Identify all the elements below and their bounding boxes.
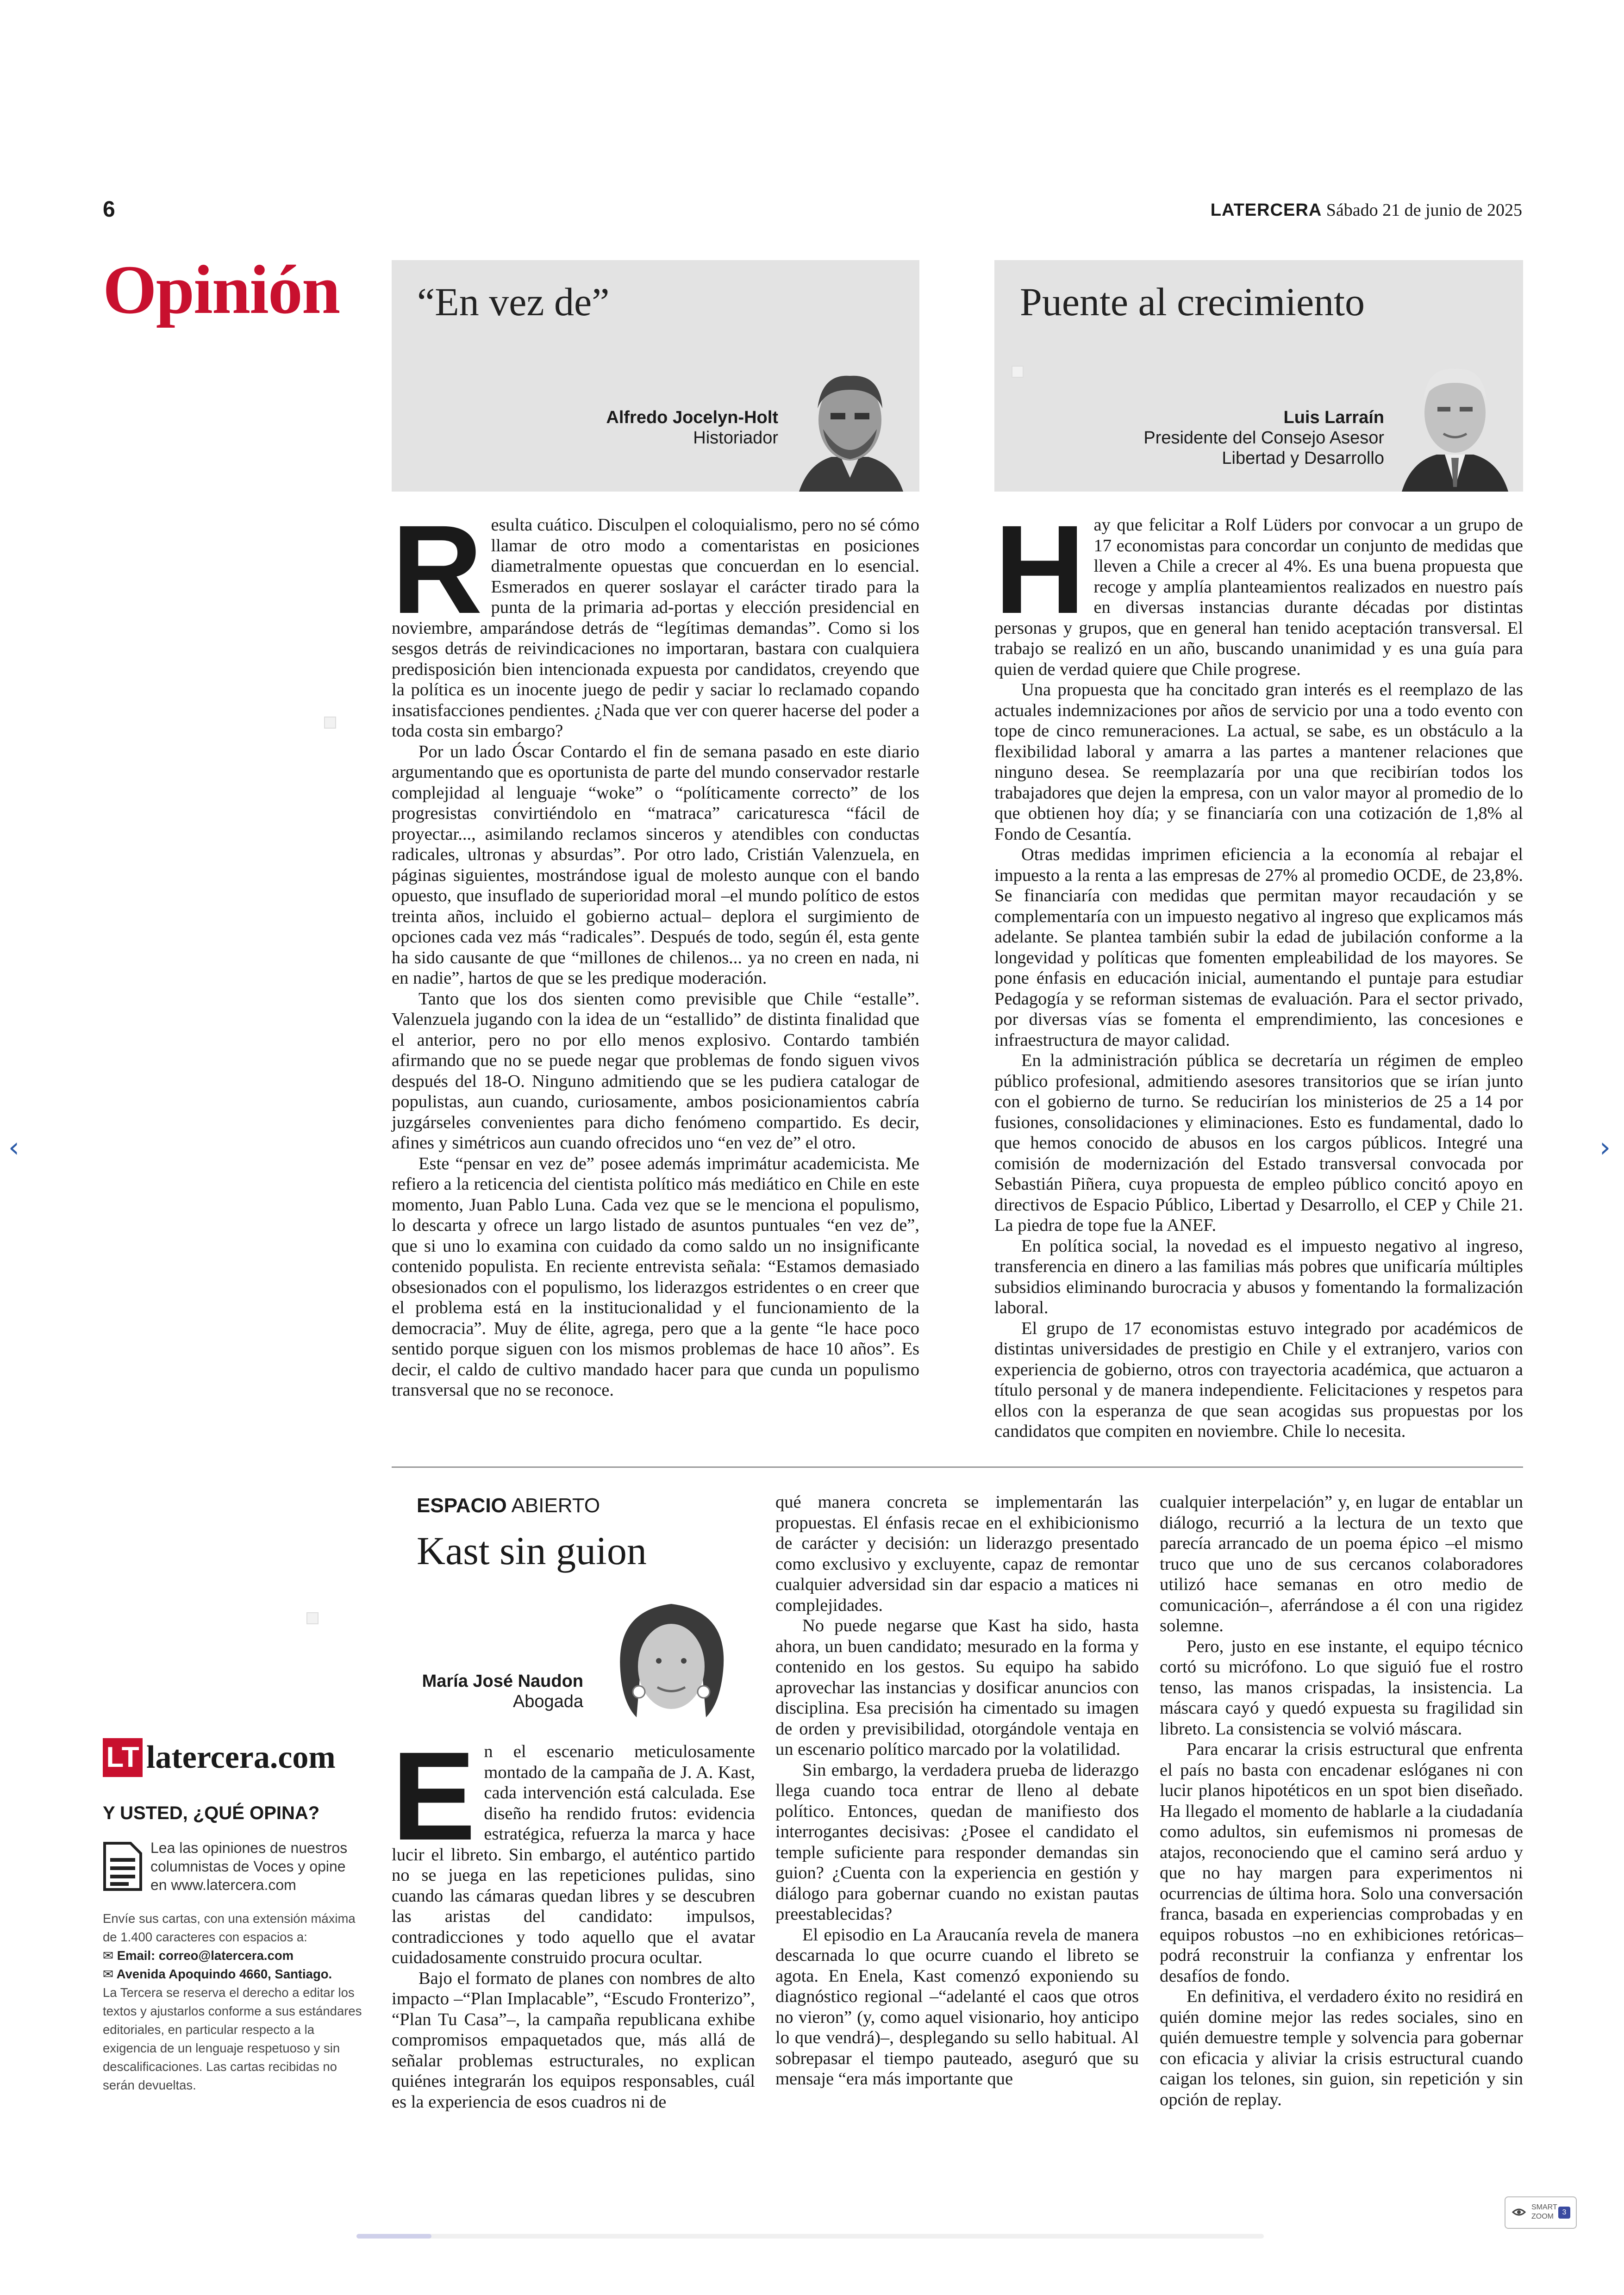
letters-address: Avenida Apoquindo 4660, Santiago.	[116, 1967, 332, 1981]
paragraph: El grupo de 17 economistas estuvo integrado por académicos de distintas universidades de prestigio en Chile y el extranjero, varios con experiencia de gobierno, otros con trayectoria académica, que actuaron a título personal y de manera independiente. Felicitaciones y respetos para ellos con la esperanza de que sean acogidas sus propuestas por los candidatos que compiten en noviembre. Chile lo necesita.	[994, 1318, 1523, 1441]
mail-icon: ✉	[103, 1948, 117, 1963]
left-author-role: Historiador	[693, 428, 778, 448]
chevron-right-icon[interactable]: ›	[1599, 1131, 1611, 1164]
paragraph: Otras medidas imprimen eficiencia a la economía al rebajar el impuesto a la renta a las empresas de 27% al promedio OCDE, de 23,8%. Se financiaría con medidas que permitan mayor recaudación y se complementaría con un impuesto negativo al ingreso que explicamos más adelante. Se plantea también subir la edad de jubilación conforme a la longevidad y políticas que fomenten empleabilidad de los mayores. Se pone énfasis en educación inicial, aumentando el puntaje para estudiar Pedagogía y se reforman sistemas de evaluación. Para el sector privado, por diversas vías se fomenta el emprendimiento, las concesiones e infraestructura de mayor calidad.	[994, 845, 1523, 1050]
document-icon	[103, 1841, 143, 1891]
latercera-logo[interactable]	[103, 1738, 336, 1777]
paragraph: En política social, la novedad es el impuesto negativo al ingreso, transferencia en dinero a las familias más pobres que unificaría múltiples subsidios eliminando burocracia y abusos y fomentando la formalización laboral.	[994, 1236, 1523, 1317]
section-divider	[392, 1466, 1523, 1468]
opinion-invite: Lea las opiniones de nuestros columnistas de Voces y opine en www.latercera.com	[150, 1840, 348, 1893]
ea-author-role: Abogada	[512, 1692, 583, 1711]
ea-column-3	[1160, 1492, 1523, 2110]
letters-email[interactable]: Email: correo@latercera.com	[117, 1948, 294, 1963]
right-column-header	[994, 260, 1523, 492]
paragraph: Por un lado Óscar Contardo el fin de semana pasado en este diario argumentando que es oportunista de parte del mundo conservador restarle complejidad al lenguaje “woke” o “políticamente correcto” de los progresistas convirtiéndolo en “matraca” caricaturesca “fácil de proyectar..., asimilando reclamos sinceros y atendibles con conductas radicales, ultronas y absurdas”. Por otro lado, Cristián Valenzuela, en páginas siguientes, mostrándose igual de molesto aunque con el bando opuesto, que insuflado de superioridad moral –el mundo político de estos treinta años, incluido el gobierno actual– deplora el surgimiento de opciones cada vez más “radicales”. Después de todo, según él, esta gente ha sido causante de que “millones de chilenos... ya no creen en nada, ni en nadie”, hartos de que se les predique moderación.	[392, 742, 919, 988]
paragraph: qué manera concreta se implementarán las propuestas. El énfasis recae en el exhibicionismo de carácter y decisión: un liderazgo presentado como exclusivo y excluyente, capaz de remontar cualquier adversidad sin dar espacio a matices ni complejidades.	[775, 1492, 1139, 1615]
lt-badge: LT	[103, 1738, 143, 1777]
paragraph: Sin embargo, la verdadera prueba de liderazgo llega cuando toca entrar de lleno al debate político. Entonces, quedan de manifiesto dos interrogantes decisivas: ¿Posee el candidato el temple suficiente para responder demandas sin guion? ¿Cuenta con la experiencia en gestión y diálogo para gobernar cuando no existan pautas preestablecidas?	[775, 1760, 1139, 1924]
ea-author-name: María José Naudon	[422, 1671, 583, 1691]
section-title: Opinión	[103, 251, 340, 328]
right-author-block	[1143, 407, 1384, 468]
left-author-name: Alfredo Jocelyn-Holt	[606, 408, 778, 427]
right-article-title: Puente al crecimiento	[1020, 280, 1365, 324]
paragraph: Para encarar la crisis estructural que enfrenta el país no basta con encadenar eslóganes ni con lucir planos hipotéticos en un spot bien diseñado. Ha llegado el momento de hablarle a la ciudadanía como adultos, sin eufemismos ni promesas de atajos, reconociendo que el camino será arduo y que no hay margen para experimentos ni ocurrencias de última hora. Solo una conversación franca, basada en experiencias comprobadas y en equipos robustos –no en exhibiciones retóricas– podrá reconstruir la confianza y enfrentar los desafíos de fondo.	[1160, 1740, 1523, 1986]
mailbox-icon: ✉	[103, 1967, 117, 1981]
left-article-title: “En vez de”	[417, 280, 610, 324]
ea-column-1	[392, 1726, 755, 2112]
paragraph: No puede negarse que Kast ha sido, hasta ahora, un buen candidato; mesurado en la forma y contenido en los gestos. Su equipo ha sabido aprovechar las instancias y dosificar anuncios con disciplina. Esa precisión ha cimentado su imagen de orden y previsibilidad, otorgándole ventaja en un escenario político marcado por la volatilidad.	[775, 1616, 1139, 1759]
smart-zoom-line-2: ZOOM	[1531, 2213, 1554, 2220]
paragraph: En la administración pública se decretaría un régimen de empleo público profesional, admitiendo asesores transitorios que se irían junto con el gobierno de turno. Se reducirían los ministerios de 25 a 14 por fusiones, consolidaciones y eliminaciones. Esto es fundamental, dado lo que hemos conocido de abusos en los cargos públicos. Integré una comisión de modernización del Estado transversal convocada por Sebastián Piñera, cuya propuesta de empleo público concitó apoyo en directivos de Espacio Público, Libertad y Desarrollo, el CEP y Chile 21. La piedra de tope fue la ANEF.	[994, 1051, 1523, 1235]
author-portrait-larrain	[1395, 355, 1515, 492]
image-placeholder-marker	[324, 717, 336, 729]
left-author-block	[606, 407, 778, 448]
letters-info	[103, 1909, 364, 2095]
ea-dropcap: E	[392, 1726, 476, 1866]
paragraph: En definitiva, el verdadero éxito no residirá en quién domine mejor las redes sociales, sino en quién demuestre temple y solvencia para gobernar con eficacia y aliviar la crisis estructural cuando caigan los telones, sin guion, sin repetición y sin opción de replay.	[1160, 1987, 1523, 2109]
letters-intro: Envíe sus cartas, con una extensión máxima de 1.400 caracteres con espacios a:	[103, 1911, 356, 1944]
eye-icon	[1512, 2208, 1526, 2217]
smart-zoom-button[interactable]	[1505, 2196, 1577, 2229]
smart-zoom-line-1: SMART	[1531, 2203, 1557, 2211]
ea-column-2	[775, 1492, 1139, 2089]
right-author-role-1: Presidente del Consejo Asesor	[1143, 428, 1384, 448]
right-author-name: Luis Larraín	[1283, 408, 1384, 427]
image-placeholder-marker	[306, 1612, 319, 1624]
paragraph: n el escenario meticulosamente montado de la campaña de J. A. Kast, cada intervención está calculada. Ese diseño ha rendido frutos: evidencia estratégica, refuerza la marca y hace lucir el libreto. Sin embargo, el auténtico partido no se juega en las repeticiones pulidas, sino cuando las cámaras quedan libres y se descubren las aristas del candidato: impulsos, contradicciones y todo aquello que el avatar cuidadosamente construido procura ocultar.	[392, 1742, 755, 1967]
page-number: 6	[103, 197, 115, 222]
author-portrait-jocelyn-holt	[790, 364, 910, 492]
chevron-left-icon[interactable]: ‹	[8, 1131, 19, 1164]
left-column-header	[392, 260, 919, 492]
kicker-bold: ESPACIO	[417, 1494, 507, 1517]
logo-domain: latercera.com	[146, 1740, 336, 1775]
paragraph: ay que felicitar a Rolf Lüders por convocar a un grupo de 17 economistas para concordar un conjunto de medidas que lleven a Chile a crecer al 4%. Es una buena propuesta que recoge y amplía planteamientos realizados en nuestro país en diversas instancias durante décadas por distintas personas y grupos, que en general han tenido aceptación transversal. El trabajo se realizó en un año, buscando unanimidad y es una guía para quien de verdad quiere que Chile progrese.	[994, 515, 1523, 679]
left-article-body	[392, 499, 919, 1401]
paragraph: Tanto que los dos sienten como previsible que Chile “estalle”. Valenzuela jugando con la idea de un “estallido” de distinta finalidad que el anterior, pero no por ello menos explosivo. Contardo también afirmando que no se puede negar que problemas de fondo siguen vivos después del 18-O. Ninguno admitiendo que se les pudiera catalogar de populistas, aun cuando, curiosamente, ambos posicionamientos cabría juzgárseles convenientes para dicho fenómeno compartido. Es decir, afines y simétricos aun cuando ofrecidos uno “en vez de” el otro.	[392, 989, 919, 1153]
masthead-line	[1211, 200, 1522, 220]
smart-zoom-badge: 3	[1558, 2207, 1570, 2219]
smart-zoom-label	[1531, 2203, 1557, 2221]
paragraph: esulta cuático. Disculpen el coloquialismo, pero no sé cómo llamar de otro modo a comentaristas en posiciones diametralmente opuestas que concuerdan en lo esencial. Esmerados en querer soslayar el carácter tirado para la punta de la primaria ad-portas y elección presidencial en noviembre, amparándose detrás de “legítimas demandas”. Como si los sesgos detrás de reivindicaciones no importaran, bastara con cualquiera predisposición bien intencionada expuesta por candidatos, creyendo que la política es un inocente juego de pedir y saciar lo reclamado copando insatisfacciones pendientes. ¿Nada que ver con querer hacerse del poder a toda costa sin embargo?	[392, 515, 919, 741]
issue-date: Sábado 21 de junio de 2025	[1326, 200, 1522, 220]
left-dropcap: R	[392, 499, 483, 640]
paragraph: cualquier interpelación” y, en lugar de entablar un diálogo, recurrió a la lectura de un texto que parecía arrancado de un poema épico –el mismo truco que uno de sus cercanos colaboradores utilizó hace semanas en otro medio de comunicación–, aferrándose a él con una rigidez solemne.	[1160, 1492, 1523, 1635]
paragraph: Una propuesta que ha concitado gran interés es el reemplazo de las actuales indemnizaciones por años de servicio por una a todo evento con tope de cinco remuneraciones. La actual, se sabe, es un obstáculo a la flexibilidad laboral y amarra a las partes a mantener relaciones que ninguno desea. Se reemplazaría por una que recibirían todos los trabajadores que dejen la empresa, con un valor mayor al promedio de lo que obtienen hoy día; y se financiaría con una cotización de 1,8% al Fondo de Cesantía.	[994, 680, 1523, 844]
author-portrait-naudon	[602, 1592, 741, 1727]
right-article-body	[994, 499, 1523, 1442]
paragraph: Pero, justo en ese instante, el equipo técnico cortó su micrófono. Lo que siguió fue el rostro tenso, las manos crispadas, la insistencia. La máscara cayó y quedó expuesta su fragilidad sin libreto. La consistencia se volvió máscara.	[1160, 1636, 1523, 1739]
paragraph: Bajo el formato de planes con nombres de alto impacto –“Plan Implacable”, “Escudo Fronterizo”, “Plan Tu Casa”–, la campaña republicana exhibe compromisos empaquetados que, más allá de señalar problemas estructurales, no explican quiénes integrarán los equipos responsables, cuál es la experiencia de esos cuadros ni de	[392, 1968, 755, 2112]
newspaper-name: LATERCERA	[1210, 200, 1322, 220]
letters-disclaimer: La Tercera se reserva el derecho a editar los textos y ajustarlos conforme a sus estándares editoriales, en particular respecto a la exigencia de un lenguaje respetuoso y sin descalificaciones. Las cartas recibidas no serán devueltas.	[103, 1985, 362, 2092]
paragraph: El episodio en La Araucanía revela de manera descarnada lo que ocurre cuando el libreto se agota. En Enela, Kast comenzó exponiendo su diagnóstico regional –“adelanté el caos que otros no vieron” (y, como aquel visionario, hoy anticipo lo que vendrá)–, desplegando su sello habitual. Al sobrepasar el tiempo pauteado, aseguró que su mensaje “era más importante que	[775, 1925, 1139, 2089]
espacio-abierto-kicker	[417, 1494, 600, 1517]
opinion-question: Y USTED, ¿QUÉ OPINA?	[103, 1803, 320, 1823]
horizontal-scrollbar[interactable]	[356, 2234, 1264, 2239]
scrollbar-thumb[interactable]	[356, 2234, 431, 2239]
right-author-role-2: Libertad y Desarrollo	[1222, 449, 1384, 468]
espacio-abierto-author-block	[417, 1671, 583, 1712]
image-placeholder-marker	[1012, 366, 1024, 378]
kicker-rest: ABIERTO	[511, 1494, 600, 1517]
espacio-abierto-title: Kast sin guion	[417, 1528, 647, 1573]
right-dropcap: H	[994, 499, 1086, 640]
paragraph: Este “pensar en vez de” posee además imprimátur academicista. Me refiero a la reticencia del cientista político más mediático en Chile en este momento, Juan Pablo Luna. Cada vez que se le menciona el populismo, lo descarta y ofrece un largo listado de asuntos puntuales “en vez de”, que si uno lo examina con cuidado da como saldo un no insignificante contenido populista. En reciente entrevista señala: “Estamos demasiado obsesionados con el populismo, los liderazgos estridentes o en creer que el problema está en la institucionalidad y el funcionamiento de la democracia”. Muy de élite, agrega, pero que a la gente “le hace poco sentido porque siguen con los mismos problemas de hace 10 años”. Es decir, el caldo de cultivo mandado hacer para que cunda un populismo transversal que no se reconoce.	[392, 1154, 919, 1400]
